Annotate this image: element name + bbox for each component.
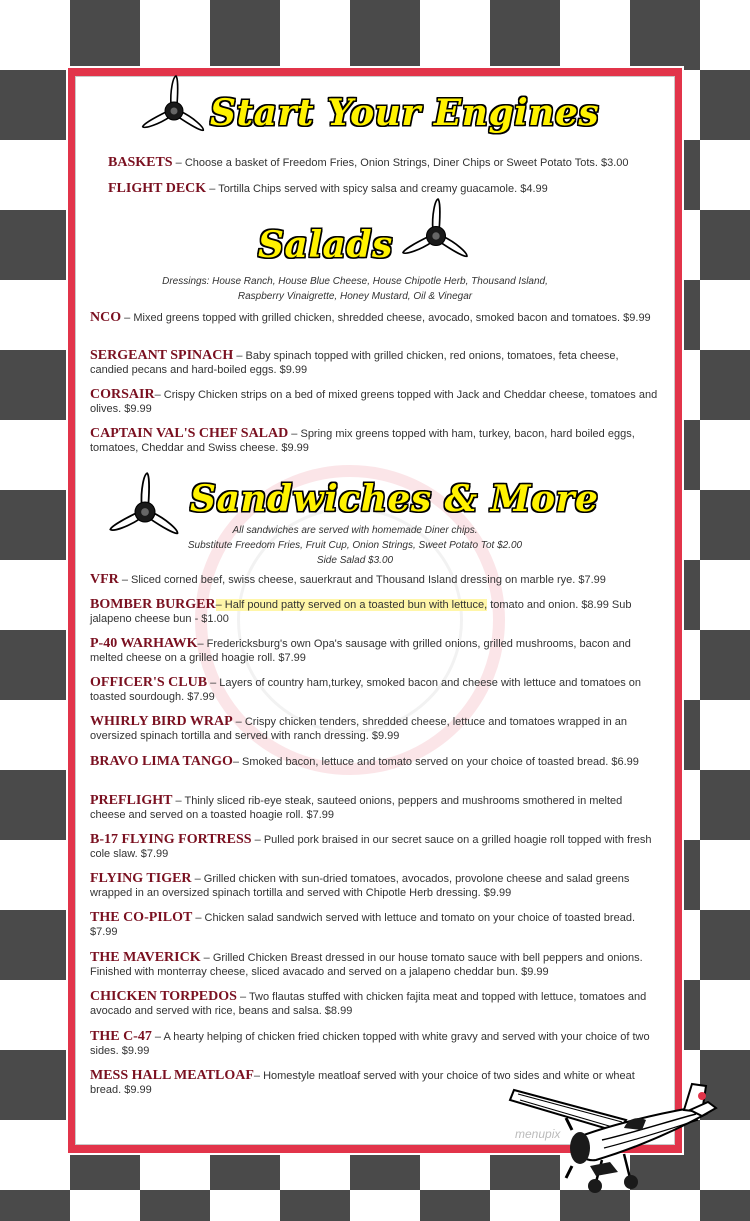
item-name: BRAVO LIMA TANGO: [90, 754, 233, 769]
item-name: FLYING TIGER: [90, 871, 192, 886]
sandwich-note-2: Substitute Freedom Fries, Fruit Cup, Onion Strings, Sweet Potato Tot $2.00: [187, 540, 523, 551]
menu-item: [90, 598, 660, 626]
item-name: WHIRLY BIRD WRAP: [90, 714, 233, 729]
item-name: SERGEANT SPINACH: [90, 348, 234, 363]
item-name: BASKETS: [108, 155, 173, 170]
propeller-icon: [397, 197, 475, 275]
item-desc: – A hearty helping of chicken fried chicken topped with white gravy and served with your choice of two sides. $9.99: [90, 1031, 650, 1057]
menu-item: [90, 755, 660, 769]
menu-item: [90, 715, 660, 743]
item-desc: – Tortilla Chips served with spicy salsa and creamy guacamole. $4.99: [206, 183, 548, 195]
item-desc: – Choose a basket of Freedom Fries, Onion Strings, Diner Chips or Sweet Potato Tots. $3.00: [172, 157, 629, 169]
menu-item: [90, 833, 660, 861]
item-desc: – Grilled Chicken Breast dressed in our house tomato sauce with bell peppers and onions. Finished with monterray cheese, sliced avacado and served on a jalapeno cheddar bun. $9.99: [90, 952, 643, 978]
item-desc: – Homestyle meatloaf served with your choice of two sides and white or wheat bread. $9.99: [90, 1070, 635, 1096]
item-desc: – Sliced corned beef, swiss cheese, sauerkraut and Thousand Island dressing on marble rye. $7.99: [118, 574, 606, 586]
item-desc: – Baby spinach topped with grilled chicken, red onions, tomatoes, feta cheese, candied pecans and hard-boiled eggs. $9.99: [90, 350, 619, 376]
sandwich-note-3: Side Salad $3.00: [316, 555, 394, 566]
item-name: NCO: [90, 310, 122, 325]
menu-item: [90, 990, 660, 1018]
item-desc: – Two flautas stuffed with chicken fajita meat and topped with lettuce, tomatoes and avocado and served with rice, beans and salsa. $8.99: [90, 991, 647, 1017]
item-desc: – Crispy Chicken strips on a bed of mixed greens topped with Jack and Cheddar cheese, tomatoes and olives. $9.99: [90, 389, 658, 415]
item-name: OFFICER'S CLUB: [90, 675, 208, 690]
item-desc: – Layers of country ham,turkey, smoked bacon and cheese with lettuce and tomatoes on toasted sourdough. $7.99: [90, 677, 642, 703]
menu-item: [90, 637, 660, 665]
menu-item: [90, 872, 660, 900]
menu-item: [90, 311, 660, 325]
item-name: P-40 WARHAWK: [90, 636, 198, 651]
item-desc: – Grilled chicken with sun-dried tomatoes, avocados, provolone cheese and salad greens wrapped in an oversized spinach tortilla and served with Chipotle Herb dressing. $9.99: [90, 873, 630, 899]
item-name: CORSAIR: [90, 387, 155, 402]
section-title-salads: Salads: [258, 224, 393, 266]
item-name: THE MAVERICK: [90, 950, 201, 965]
item-name: THE CO-PILOT: [90, 910, 193, 925]
sandwich-note-1: All sandwiches are served with homemade Diner chips.: [232, 525, 478, 536]
menu-item: [108, 182, 668, 196]
item-name: PREFLIGHT: [90, 793, 173, 808]
item-desc: – Mixed greens topped with grilled chicken, shredded cheese, avocado, smoked bacon and tomatoes. $9.99: [121, 312, 651, 324]
menu-item: [90, 349, 660, 377]
item-name: THE C-47: [90, 1029, 152, 1044]
item-desc: – Pulled pork braised in our secret sauce on a grilled hoagie roll topped with fresh cole slaw. $7.99: [90, 834, 652, 860]
item-desc: – Crispy chicken tenders, shredded cheese, lettuce and tomatoes wrapped in an oversized spinach tortilla and served with ranch dressing. $9.99: [90, 716, 628, 742]
item-desc: – Spring mix greens topped with ham, turkey, bacon, hard boiled eggs, tomatoes, Cheddar and Swiss cheese. $9.99: [90, 428, 635, 454]
menu-item: [90, 427, 660, 455]
menu-item: [90, 1030, 660, 1058]
item-desc: tomato and onion. $8.99 Sub jalapeno cheese bun - $1.00: [90, 599, 632, 625]
item-desc: – Thinly sliced rib-eye steak, sauteed onions, peppers and mushrooms smothered in melted cheese and served on a toasted hoagie roll. $7.99: [90, 795, 623, 821]
item-name: MESS HALL MEATLOAF: [90, 1068, 254, 1083]
menu-item: [108, 156, 668, 170]
section-title-start: Start Your Engines: [210, 92, 600, 134]
menu-item: [90, 573, 660, 587]
menu-item: [90, 794, 660, 822]
menu-item: [90, 676, 660, 704]
menu-item: [90, 911, 660, 939]
item-name: CHICKEN TORPEDOS: [90, 989, 237, 1004]
item-name: VFR: [90, 572, 119, 587]
item-name: B-17 FLYING FORTRESS: [90, 832, 252, 847]
menu-item: [90, 388, 660, 416]
item-desc: – Chicken salad sandwich served with lettuce and tomato on your choice of toasted bread. $7.99: [90, 912, 635, 938]
item-name: CAPTAIN VAL'S CHEF SALAD: [90, 426, 289, 441]
dressings-note: Dressings: House Ranch, House Blue Cheese, House Chipotle Herb, Thousand Island, Raspberry Vinaigrette, Honey Mustard, Oil & Vinegar: [162, 276, 548, 302]
item-desc: – Fredericksburg's own Opa's sausage with grilled onions, grilled mushrooms, bacon and melted cheese on a grilled hoagie roll. $7.99: [90, 638, 631, 664]
propeller-icon: [137, 74, 211, 148]
item-desc: – Smoked bacon, lettuce and tomato served on your choice of toasted bread. $6.99: [232, 756, 639, 768]
item-highlight: – Half pound patty served on a toasted bun with lettuce,: [215, 599, 488, 611]
menupix-credit: menupix: [515, 1127, 561, 1141]
item-name: FLIGHT DECK: [108, 181, 207, 196]
section-title-sandwiches: Sandwiches & More: [190, 478, 599, 520]
menu-item: [90, 951, 660, 979]
item-name: BOMBER BURGER: [90, 597, 216, 612]
